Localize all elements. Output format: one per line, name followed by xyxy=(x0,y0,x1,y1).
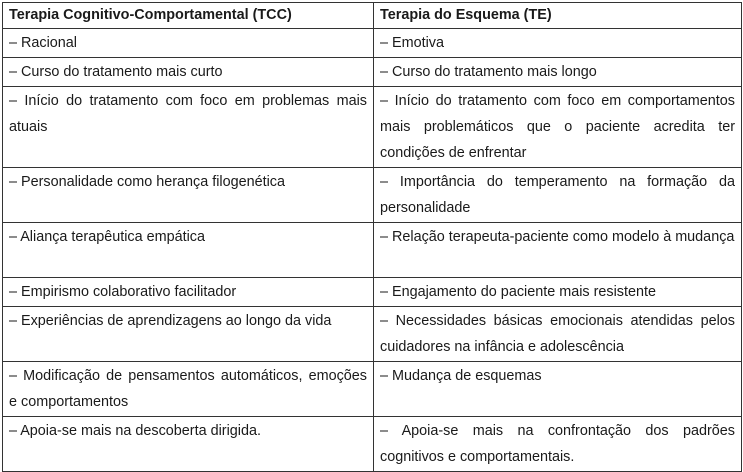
header-te: Terapia do Esquema (TE) xyxy=(374,3,742,29)
table-row xyxy=(3,278,742,307)
cell-te: – Mudança de esquemas xyxy=(374,362,742,417)
cell-te: – Necessidades básicas emocionais atendidas pelos cuidadores na infância e adolescência xyxy=(374,307,742,362)
cell-tcc: – Modificação de pensamentos automáticos, emoções e comportamentos xyxy=(3,362,374,417)
cell-tcc: – Experiências de aprendizagens ao longo da vida xyxy=(3,307,374,362)
table-row xyxy=(3,58,742,87)
cell-te: – Emotiva xyxy=(374,29,742,58)
table-row xyxy=(3,307,742,362)
cell-tcc: – Personalidade como herança filogenética xyxy=(3,168,374,223)
cell-tcc: – Curso do tratamento mais curto xyxy=(3,58,374,87)
cell-tcc: – Aliança terapêutica empática xyxy=(3,223,374,278)
cell-te: – Início do tratamento com foco em comportamentos mais problemáticos que o paciente acredita ter condições de enfrentar xyxy=(374,87,742,168)
table-row xyxy=(3,168,742,223)
comparison-table-container xyxy=(2,2,741,472)
table-row xyxy=(3,417,742,472)
header-tcc: Terapia Cognitivo-Comportamental (TCC) xyxy=(3,3,374,29)
table-header-row xyxy=(3,3,742,29)
cell-tcc: – Empirismo colaborativo facilitador xyxy=(3,278,374,307)
table-row xyxy=(3,87,742,168)
cell-tcc: – Apoia-se mais na descoberta dirigida. xyxy=(3,417,374,472)
cell-tcc: – Racional xyxy=(3,29,374,58)
cell-te: – Engajamento do paciente mais resistente xyxy=(374,278,742,307)
cell-te: – Relação terapeuta-paciente como modelo à mudança xyxy=(374,223,742,278)
cell-te: – Apoia-se mais na confrontação dos padrões cognitivos e comportamentais. xyxy=(374,417,742,472)
cell-te: – Curso do tratamento mais longo xyxy=(374,58,742,87)
cell-te: – Importância do temperamento na formação da personalidade xyxy=(374,168,742,223)
comparison-table xyxy=(2,2,742,472)
table-row xyxy=(3,29,742,58)
cell-tcc: – Início do tratamento com foco em problemas mais atuais xyxy=(3,87,374,168)
table-row xyxy=(3,362,742,417)
table-row xyxy=(3,223,742,278)
